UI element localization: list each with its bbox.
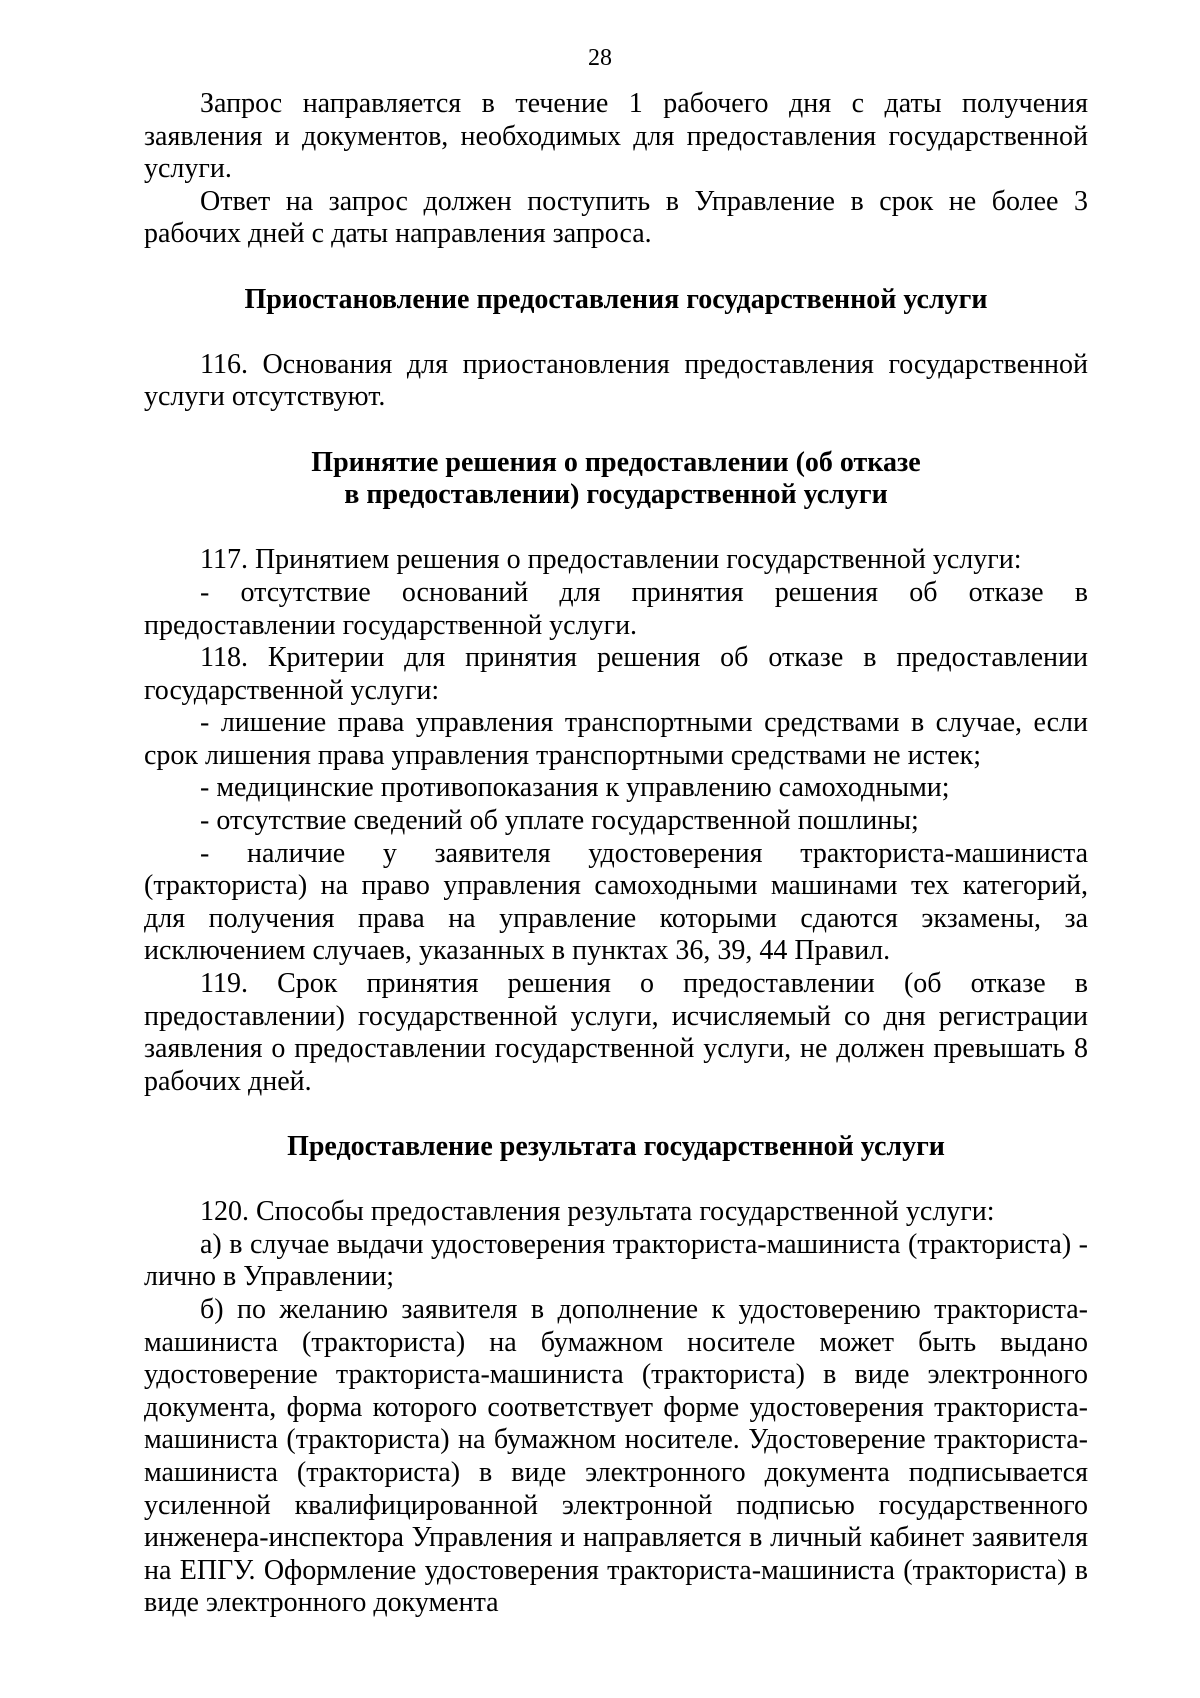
paragraph-118: 118. Критерии для принятия решения об отказе в предоставлении государственной услуги: bbox=[144, 642, 1088, 706]
page-content bbox=[144, 88, 1088, 1620]
list-item-120-a: а) в случае выдачи удостоверения тракториста-машиниста (тракториста) - лично в Управлении; bbox=[144, 1228, 1088, 1293]
list-item-118-1: - лишение права управления транспортными средствами в случае, если срок лишения права управления транспортными средствами не истек; bbox=[144, 707, 1088, 771]
paragraph-119: 119. Срок принятия решения о предоставлении (об отказе в предоставлении) государственной услуги, исчисляемый со дня регистрации заявления о предоставлении государственной услуги, не должен превышать 8 рабочих дней. bbox=[144, 968, 1088, 1097]
list-item-117-1: - отсутствие оснований для принятия решения об отказе в предоставлении государственной услуги. bbox=[144, 576, 1088, 641]
paragraph-117: 117. Принятием решения о предоставлении государственной услуги: bbox=[200, 544, 1022, 576]
heading-decision-line2: в предоставлении) государственной услуги bbox=[344, 479, 888, 511]
list-item-120-b: б) по желанию заявителя в дополнение к удостоверению тракториста-машиниста (тракториста) на бумажном носителе может быть выдано удостоверение тракториста-машиниста (тракториста) в виде электронного документа, форма которого соответствует форме удостоверения тракториста-машиниста (тракториста) на бумажном носителе. Удостоверение тракториста-машиниста (тракториста) в виде электронного документа подписывается усиленной квалифицированной электронной подписью государственного инженера-инспектора Управления и направляется в личный кабинет заявителя на ЕПГУ. Оформление удостоверения тракториста-машиниста (тракториста) в виде электронного документа bbox=[144, 1293, 1088, 1619]
heading-decision-line1: Принятие решения о предоставлении (об отказе bbox=[311, 446, 921, 478]
list-item-118-4: - наличие у заявителя удостоверения тракториста-машиниста (тракториста) на право управления самоходными машинами тех категорий, для получения права на управление которыми сдаются экзамены, за исключением случаев, указанных в пунктах 36, 39, 44 Правил. bbox=[144, 837, 1088, 967]
heading-decision bbox=[144, 447, 1088, 512]
list-item-118-3: - отсутствие сведений об уплате государственной пошлины; bbox=[200, 805, 919, 837]
paragraph-120: 120. Способы предоставления результата государственной услуги: bbox=[200, 1196, 995, 1228]
paragraph-116: 116. Основания для приостановления предоставления государственной услуги отсутствуют. bbox=[144, 348, 1088, 413]
heading-suspension: Приостановление предоставления государственной услуги bbox=[244, 283, 988, 315]
paragraph-request-sent: Запрос направляется в течение 1 рабочего дня с даты получения заявления и документов, необходимых для предоставления государственной услуги. bbox=[144, 88, 1088, 185]
heading-result: Предоставление результата государственной услуги bbox=[287, 1131, 945, 1162]
page-number: 28 bbox=[588, 45, 612, 71]
paragraph-response-deadline: Ответ на запрос должен поступить в Управление в срок не более 3 рабочих дней с даты направления запроса. bbox=[144, 185, 1088, 250]
list-item-118-2: - медицинские противопоказания к управлению самоходными; bbox=[200, 772, 950, 804]
